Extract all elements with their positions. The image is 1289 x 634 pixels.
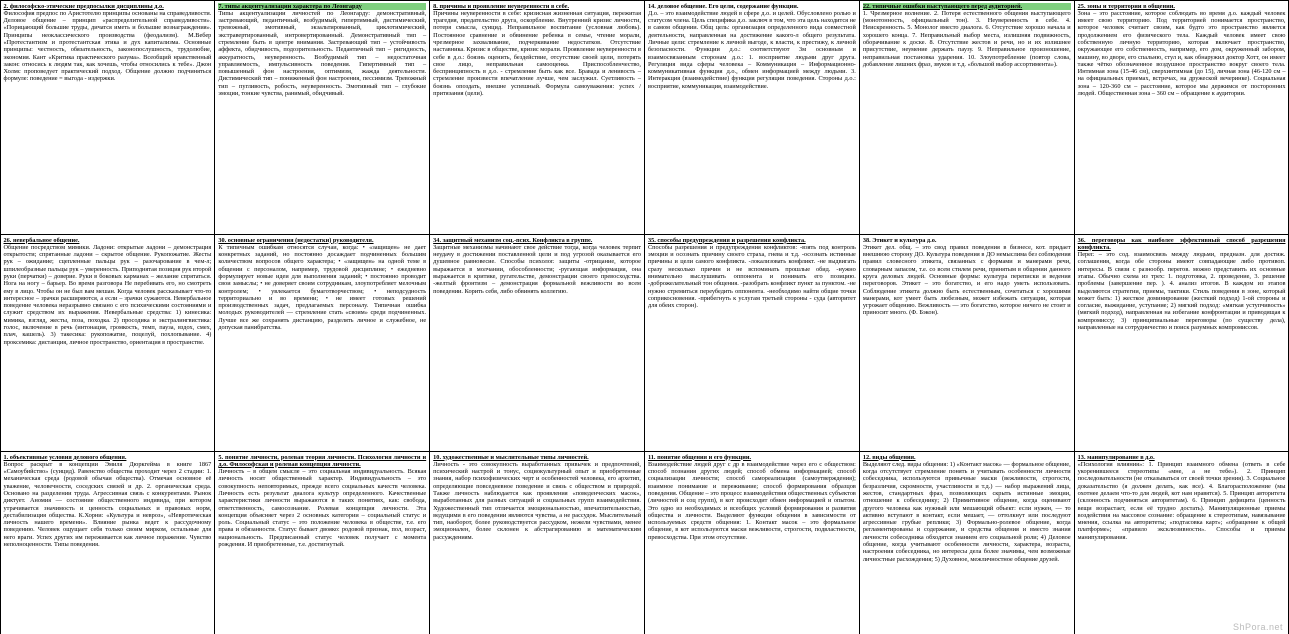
note-body: Причины неуверенности в себе: кризисная жизненная ситуация, пережитая трагедия, предательство друга, оскорбление. Внутренний кризис личности, потеря смысла, суицид. Неправильное воспитание (условная любовь). Постоянное сравнение и обвинение ребенка в семье, чтение морали, чрезмерное захваливание, подчеркивание недостатков. Отсутствие наставника. Кризис в обществе, кризис морали. Проявление неуверенности в себе в д.о.: боязнь оценить, бездействие, отсутствие своей цели, потерять свое лицо, неправильная самооценка. Приспособленчество, беспринципность в д.о. - стремление быть как все. Бравада и ленивость – стремление произвести впечатление лучше, чем заслужил. Суетливость – боязнь опоздать, внешне успешный. Формула самоуважения: успех / притязания (цели). [433, 9, 643, 98]
note-cell [859, 451, 1075, 634]
note-body: Типы акцентуализации личностей по Леонгарду: демонстративный, застревающий, педантичный, возбудимый, гипертимный, дистимический, тревожный, эмотивный, экзальтированный, циклотимический, экстравертированный, интровертированный. Демонстративный тип – стремление быть в центре внимания. Застревающий тип – устойчивость аффекта, обидчивость, подозрительность. Педантичный тип – ригидность, аккуратность, неуверенность. Возбудимый тип – недостаточная управляемость, импульсивность поведения. Гипертимный тип – повышенный фон настроения, оптимизм, жажда деятельности. Дистимический тип – пониженный фон настроения, пессимизм. Тревожный тип – пугливость, робость, неуверенность. Эмотивный тип – глубокие эмоции, тонкие чувства, ранимый, обидчивый. [218, 9, 428, 98]
note-title: 11. понятие общения и его функции. [647, 453, 752, 461]
note-body: Способы разрешения и предупреждения конфликтов: -взять под контроль эмоции и осознать причину своего страха, гнева и т.д. -осознать истинные причины и цели самого конфликта. -локализовать конфликт. -не выдвигать сразу несколько причин и не вспоминать прошлые обид. -нужно внимательно выслушивать оппонента и понимать его позицию. -доброжелательный тон общения. -разобрать конфликт пункт за пунктом. -не нужно стремиться переубедить оппонента. -необходимо найти общие точки соприкосновения. -прибегнуть к услугам третьей стороны - суда (авторитет для обеих сторон). [647, 243, 858, 310]
note-body: Выделяют след. виды общения: 1) «Контакт масок» — формальное общение, когда отсутствует стремление понять и учитывать особенности личности собеседника, используются привычные маски (вежливости, строгости, безразличия, скромности, участливости и т.д.) — набор выражений лица, жестов, стандартных фраз, позволяющих скрыть истинные эмоции, отношение к собеседнику; 2) Примитивное общение, когда оценивают другого человека как нужный или мешающий объект: если нужен, — то активно вступают в контакт, если мешает, — оттолкнут или последуют агрессивные грубые реплики; 3) Формально-ролевое общение, когда регламентированы и содержание, и средства общения и вместо знания личности собеседника обходятся знанием его социальной роли; 4) Деловое общение, когда учитывают особенности личности, характера, возраста, настроения собеседника, но интересы дела более значимы, чем возможные личностные расхождения; 5) Духовное, межличностное общение друзей. [862, 460, 1073, 563]
note-title: 30. основные ограничения (недостатки) руководителя. [218, 236, 374, 244]
note-title: 12. виды общения. [862, 453, 916, 461]
note-body: Личность – в общем смысле – это социальная индивидуальность. Всякая личность носит общественный характер. Индивидуальность – это совокупность неповторимых, прежде всего социальных качеств человека. Личность есть результат диалога культур определенного. Качественные характеристики личности выражаются в таких понятиях, как: свобода, ответственность, самосознание. Ролевая концепция личности. Эта концепция объясняет через 2 основных категории – социальный статус и роль. Социальный статус – это положение человека в обществе, т.е. его права и обязанности. Статус бывает двояко: родовой признак, пол, возраст, национальность. Предписанный статус человек получает с момента рождения. И приобретенные, т.е. достигнутый. [218, 468, 428, 549]
note-cell [214, 234, 430, 452]
note-body: 1. Чрезмерное волнение. 2. Потеря естественного общения выступающего (монотонность, официальный тон). 3. Неуверенность в себе. 4. Неискренность. 5. Монолог вместо диалога. 6. Отсутствие хорошо начала и хорошего конца. 7. Неправильный выбор места, излишняя подвижность, оборачивание к доске. 8. Отсутствие жестов и речи, но и их излишнее присутствие, неумение держать паузу. 9. Неправильное произношение, неправильная постановка ударения. 10. Злоупотребление (повтор слова, добавление лишних фраз, звуков и т.д. «большой выбор ассортимента»). [862, 9, 1073, 68]
note-body: К типичным ошибкам относятся случаи, когда: • «защищен» не дает конкретных заданий, но постоянно досаждает подчиненных большим количеством вопросов общего характера; • «защищен» на одной теме в общении с персоналом, например, трудовой дисциплине; • ежедневно формулирует новые идеи для выполнения заданий; • постоянно проводит свои замыслы; • не доверяет своим сотрудникам, злоупотребляет мелочным контролем; • увлекается бумаготворчеством; • неподсудность территориально и во времени; • не имеет готовых решений производственных задач, предлагаемых персоналу. Типичная ошибка молодых руководителей — стремление стать «своим» среди подчиненных. Лучше все же сохранять дистанцию, разделять личное и служебное, не допуская панибратства. [218, 243, 428, 332]
note-cell [214, 451, 430, 634]
note-cell [1074, 234, 1289, 452]
note-cell [0, 451, 215, 634]
note-body: Личность - это совокупность выработанных привычек и предпочтений, психический настрой и тонус, социокультурный опыт и приобретенные знания, набор психофизических черт и особенностей человека, его архетип, определяющие повседневное поведение и связь с обществом и природой. Также личность наблюдается как проявления «поведенческих масок», выработанных для разных ситуаций и социальных групп взаимодействия. Художественный тип отличается эмоциональностью, впечатлительностью, ведущими в его поведении являются чувства, а не рассудок. Мыслительный тип, наоборот, более руководствуется рассудком, нежели чувствами, менее эмоционален, более склонен к абстрагированию и математическим рассуждениям. [433, 460, 643, 541]
note-cell [429, 0, 645, 235]
note-body: Взаимодействие людей друг с др в взаимодействие через его с обществом: способ познания других людей; способ обмена информацией; способ социализации личности; способ самореализации (самоутверждения); взаимное понимание и переживание; способ формирования образцов поведения. Общение – это процесс взаимодействия общественных субъектов (личностей и соц групп), в кот происходит обмен информацией и опытом. Это одно из необходимых и всеобщих условий формирования и развития общества и личности. Выделяют функции общения в зависимости от используемых средств общения: 1. Контакт масок – это формальное общение, в кот используются маски вежливости, строгости, подвластности, превосходства. При этом отсутствие. [647, 460, 858, 541]
note-body: Этикет дел. общ. – это свод правил поведения в бизнесе, кот. придает внешнюю сторону ДО. Культура поведения в ДО немыслима без соблюдения правил словесного этикета, связанных с формами и манерами речи, словарным запасом, т.е. со всем стилем речи, принятым в общении данного круга деловых людей. Основные формы: культура переписки и ведения переговоров. Этикет – это богатство, и его надо уметь использовать. Соблюдение этикета должно быть естественным, сочетаться с хорошими манерами, кот умеет быть любезным, может избежать ситуации, которая угрожает общению. Вежливость — это богатство, которое ничего не стоит и приносит много. (Ф. Бэкон). [862, 243, 1073, 317]
note-title: 8. причины и проявление неуверенности в себе. [433, 2, 570, 10]
note-title: 25. зоны и территории в общении. [1077, 2, 1175, 10]
note-title: 10. художественные и мыслительные типы личностей. [433, 453, 589, 461]
note-title: 1. объективные условия делового общения. [3, 453, 127, 461]
note-body: Перег. – это сод. взаимосвязь между людьми, предназн. для достиж. соглашения, когда обе стороны имеют совпадающие либо противоп. интересы. В связи с разнообр. перегов. можно представить их основные этапы. Обычно схема из трех: 1. подготовка, 2. проведение, 3. решение проблемы (завершение пер. ). 4. анализ итогов. В каждом из этапов выделяются стратегии, приемы, тактики. Стиль поведения в зоне, который может быть: 1) жесткое доминирование (жесткий подход) 1-ой стороны и согласие, выжидание, уступание; 2) мягкий подход: «мягкая уступчивость» (мягкий подход), направленная на избегание конфронтации и приводящая к компромиссу; 3) принципиальные переговоры (по существу дела), направленные на сотрудничество и поиск разумных компромиссов. [1077, 251, 1288, 332]
note-title: 2. философско-этические предпосылки дисциплины д.о. [3, 2, 164, 10]
watermark: ShPora.net [1232, 622, 1283, 632]
note-title: 34. защитный механизм соц.-псих. Конфликта в группе. [433, 236, 593, 244]
note-cell [1074, 451, 1289, 634]
note-cell [214, 0, 430, 235]
note-cell [644, 451, 860, 634]
note-title: 35. способы предупреждения и разрешения конфликта. [647, 236, 806, 244]
note-title: 5. понятие личности, ролевая теория личности. Психология личности и д.о. Философская и ролевая концепция личности. [218, 453, 427, 468]
note-cell [0, 234, 215, 452]
note-title: 13. манипулирование в д.о. [1077, 453, 1155, 461]
note-cell [859, 0, 1075, 235]
note-cell [429, 451, 645, 634]
note-body: Общение посредством мимики. Ладони: открытые ладони – демонстрация открытости; спрятанные ладони – скрытое общение. Рукопожатие. Жесты рук – ожидание; сцепленные пальцы рук – разочарование в чем-л; шпилеобразные пальцы рук – уверенность. Приподнятая позиция рук второй руки (перчатки) – доверие. Руки в боковых карманах – желание спрятаться. Нога на ногу – барьер. Во время разговора Не перебивать его, но смотреть ему в лицо. Чтобы он не был вам мешан. Когда человек рассказывает что-то интересное – зрачки расширяются, а если – зрачки сужаются. Невербальное поведение человека неразрывно связано с его психическими состояниями и служит средством их выражения. Невербальные средства: 1) кинесика: мимика, взгляд, жесты, поза, походка. 2) просодика и экстралингвистика: голос, включение в речь (интонация, громкость, темп, пауза, вздох, смех, плач, кашель). 3) такесика: рукопожатие, поцелуй, похлопывание. 4) проксемика: дистанция, личное пространство, ориентация в пространстве. [3, 243, 213, 346]
note-body: Д.о. – это взаимодействие людей в сфере д.о. и целей. Обусловлено ролью и статусом члена. Цель специфика д.о. заключ в том, что эта цель находится не в самом общении. Общ цель: организация определенного вида совместной деятельности, направленная на достижение какого-л общего результата. Личные цели: стремление к личной выгоде, к власти, к престижу, к личной безопасности. Функции д.о.: соответствуют 3м основным и взаимосвязанным сторонам д.о.: 1. восприятие людьми друг друга. Регуляция вида сферы человека – Коммуникация – Информационно-коммуникативная функция д.о., обмен информацией между людьми. 3. Интеракция (взаимодействие) функция регуляции поведения. Стороны д.о.: восприятие, коммуникация, взаимодействие. [647, 9, 858, 90]
note-body: Философия предпос по Аристотелю принципы основаны на справедливости. Деловое общение – принцип «распределительной справедливости». «Порицающий большие труды, дичатся иметь и большие вознаграждения». Принципы неоклассического производства (феодализм). М.Вебер «Протестантизм и протестантская этика и дух капитализма. Основные принципы: честность, обязательность, законопослушность, трудолюбие, экономия. Кант «Критика практического разума». Всеобщий нравственный закон: относись к людям так, как хочешь, чтобы относились к тебе». Джон Холмс проповедует практический подход. Общение должно подчиняться формуле: поведение = выгода - издержки. [3, 9, 213, 83]
note-cell [0, 0, 215, 235]
note-cell [429, 234, 645, 452]
note-body: «Психология влияния»: 1. Принцип взаимного обмена (ответь в себе укоренившееся стереотипы «мне, а не тебе»). 2. Принцип последовательности (не отказываться от своей точки зрения). 3. Социальное доказательство (я должен делать, как все). 4. Благорасположение (мы охотнее делаем что-то для людей, кот нам нравятся). 5. Принцип авторитета (склонность подчиняться авторитетам). 6. Принцип дефицита (ценность вещи возрастает, если её трудно достать). Манипуляционные приемы воздействия на массовое сознание: обращение к стереотипам, навязывание мнения, ссылка на авторитеты; «подтасовка карт»; «обращение к общей платформе»; «правило эксклюзивности». Способы и приемы манипулирования. [1077, 460, 1288, 541]
note-body: Зона – это расстояние, которое соблюдать во время д.о. каждый человек имеет свою территорию. Под территорией понимается пространство, которое человек считает своим, как будто это пространство является продолжением его физического тела. Каждый человек имеет свою собственную личную территорию, которая включает пространство, окружающее его собственность, например, его дом, окруженный забором, машину, во дворе, его спальню, стул и, как обнаружил доктор Хотт, он имеет также чётко обозначенное воздушное пространство вокруг своего тела. Интимная зона (15-46 см), сверхинтимная (до 15), личная зона (46-120 см – на официальных приемах, встречах, на дружеской вечеринке). Социальная зона – 120-360 см – расстояние, которое мы держимся от посторонних людей. Общественная зона – 360 см – обращение к аудитории. [1077, 9, 1288, 98]
note-cell [644, 0, 860, 235]
note-title: 26. невербальное общение. [3, 236, 80, 244]
note-body: Вопрос раскрыт в концепции Эмиля Дюркгейма в книге 1867 «Самоубийство» (суицид). Равенство общества проходит через 2 стадии: 1. механическая среда (родовой обычаи общества). Отмечая основное её уважение, человечности, соседских связей и др. 2. органическая среда. Основано на разделении труда. Агрессивная связь с конкурентами. Рынок диктует. Аномия — состояние общественного индивида, при котором утрачивается значимость и ценность социальных и правовых норм, дестабилизация общества. К.Хорни: «Культура и невроз», «Невротическая личность нашего времени». Влияние рынка ведет к рассудочному поведению. Человек ощущает себя только своим мирком, остальные для него враги. Успех других им переживается как личное поражение. Чувство неполноценности. Типы поведения. [3, 460, 213, 549]
note-cell [644, 234, 860, 452]
note-title: 7. типы акцентуализации характера по Леонгарду [218, 3, 426, 10]
note-title: 36. переговоры как наиболее эффективный способ разрешения конфликта. [1077, 236, 1286, 251]
note-title: 38. Этикет и культура д.о. [862, 236, 937, 244]
note-title: 14. деловое общение. Его цели, содержание функции. [647, 2, 799, 10]
note-cell [859, 234, 1075, 452]
note-body: Защитные механизмы начинают свое действие тогда, когда человек терпит неудачу в достижении поставленной цели и под угрозой оказывается его душевное равновесие. Способы психолог. защиты -отрицание, которое выражается в молчании, обособленности; -ругающая информация, она выражается в критике, ругательстве, демонстрации своего превосходства. -желтый фронтизм – демонстрация формальной вежливости во всем поведении. Корить себя, либо обвинять коллегию. [433, 243, 643, 295]
note-cell [1074, 0, 1289, 235]
note-title: 22. типичные ошибки выступающего перед аудиторией. [863, 3, 1071, 10]
